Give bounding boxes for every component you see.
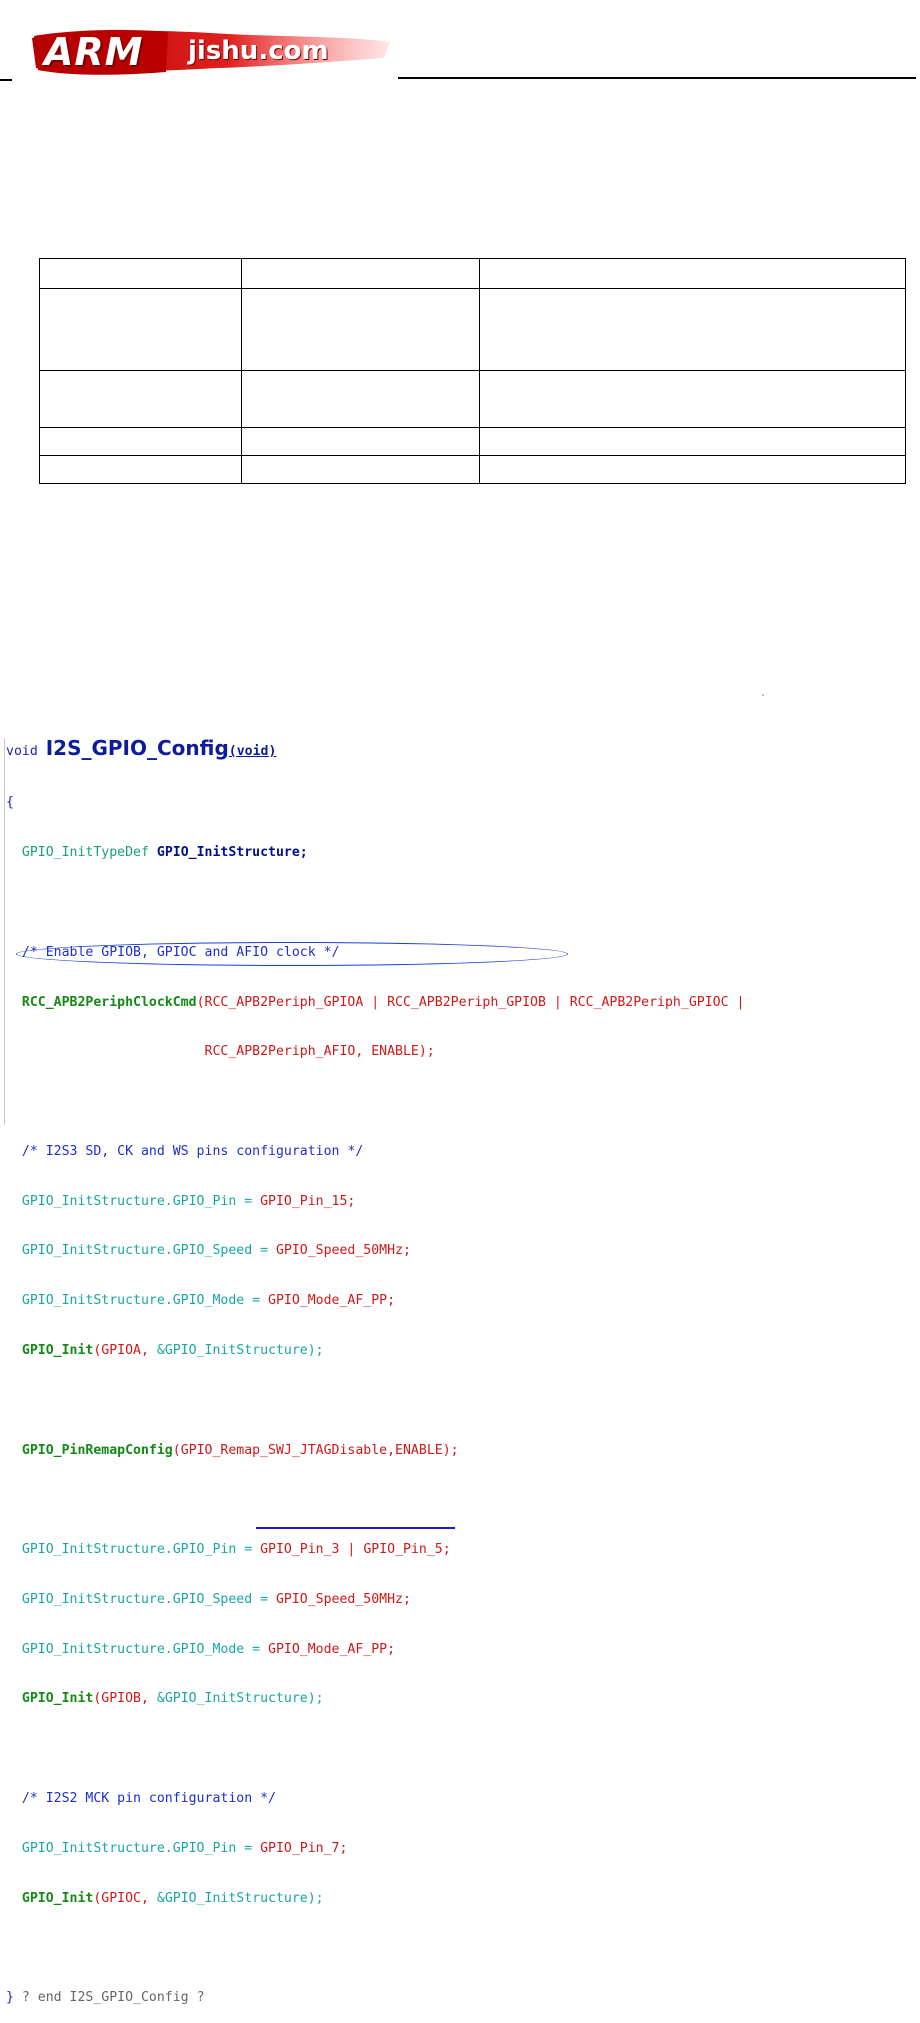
table-row — [40, 259, 906, 289]
code-line — [6, 1592, 906, 1609]
code-rhs: GPIO_Pin_15; — [260, 1193, 356, 1209]
code-line — [6, 736, 906, 762]
code-line — [6, 895, 906, 912]
table-cell — [40, 259, 242, 289]
table-row — [40, 428, 906, 456]
table-cell — [241, 371, 480, 428]
code-keyword: void — [6, 744, 38, 760]
code-args: RCC_APB2Periph_AFIO, ENABLE); — [204, 1044, 435, 1060]
arm-jishu-logo[interactable] — [28, 22, 390, 84]
code-args: (GPIO_Remap_SWJ_JTAGDisable,ENABLE); — [172, 1442, 459, 1458]
code-line — [6, 1891, 906, 1908]
code-line — [6, 1492, 906, 1509]
table-cell — [480, 428, 906, 456]
code-rhs: GPIO_Speed_50MHz; — [275, 1243, 411, 1259]
code-line — [6, 1243, 906, 1260]
code-line — [6, 1144, 906, 1161]
logo-site: jishu.com — [188, 36, 329, 66]
code-args: (GPIOB, — [93, 1691, 157, 1707]
code-lhs: GPIO_InitStructure.GPIO_Speed = — [21, 1243, 276, 1259]
footer-link-underline[interactable] — [256, 1527, 455, 1529]
code-comment: /* I2S3 SD, CK and WS pins configuration */ — [21, 1143, 364, 1159]
code-rhs: GPIO_Pin_5; — [363, 1542, 451, 1558]
table-cell — [40, 428, 242, 456]
function-name: I2S_GPIO_Config — [45, 736, 229, 761]
code-op: | — [339, 1542, 364, 1558]
table-row — [40, 289, 906, 371]
code-line — [6, 1293, 906, 1310]
code-type: GPIO_InitTypeDef — [21, 845, 149, 861]
code-line — [6, 945, 906, 962]
code-line — [6, 1044, 906, 1061]
code-end-comment: ? end I2S_GPIO_Config ? — [13, 1990, 205, 2006]
code-line — [6, 845, 906, 862]
code-line — [6, 1990, 906, 2007]
code-line — [6, 1542, 906, 1559]
code-args: (RCC_APB2Periph_GPIOA | RCC_APB2Periph_GPIOB | RCC_APB2Periph_GPIOC | — [196, 994, 745, 1010]
code-brace: } — [6, 1990, 14, 2006]
code-comment: /* I2S2 MCK pin configuration */ — [21, 1791, 276, 1806]
table-cell — [241, 259, 480, 289]
code-rhs: GPIO_Speed_50MHz; — [275, 1591, 411, 1607]
table-cell — [40, 456, 242, 484]
code-gutter — [4, 738, 5, 1125]
code-rhs: GPIO_Pin_7; — [260, 1840, 348, 1856]
table-row — [40, 371, 906, 428]
code-line — [6, 1741, 906, 1758]
code-lhs: GPIO_InitStructure.GPIO_Mode = — [21, 1641, 269, 1657]
code-lhs: GPIO_InitStructure.GPIO_Pin = — [21, 1840, 261, 1856]
table-cell — [480, 456, 906, 484]
code-line — [6, 1393, 906, 1410]
code-line — [6, 795, 906, 812]
code-line — [6, 1194, 906, 1211]
code-lhs: GPIO_InitStructure.GPIO_Mode = — [21, 1293, 269, 1309]
logo-word: ARM — [44, 30, 144, 74]
code-line — [6, 1443, 906, 1460]
code-block — [6, 707, 906, 2023]
tick-mark: ´ — [760, 694, 765, 705]
code-rhs: GPIO_Pin_3 — [260, 1542, 340, 1558]
code-function: GPIO_PinRemapConfig — [21, 1442, 173, 1458]
code-function: GPIO_Init — [21, 1890, 94, 1906]
code-line — [6, 1691, 906, 1708]
header-rule-left — [0, 79, 12, 81]
table-cell — [480, 289, 906, 371]
table-cell — [40, 289, 242, 371]
code-args: &GPIO_InitStructure); — [156, 1890, 324, 1906]
code-ident: GPIO_InitStructure; — [156, 845, 308, 861]
code-args: (GPIOA, — [93, 1342, 157, 1358]
code-args: (GPIOC, — [93, 1890, 157, 1906]
code-args: &GPIO_InitStructure); — [156, 1691, 324, 1707]
code-line — [6, 1343, 906, 1360]
code-line — [6, 1642, 906, 1659]
code-comment: /* Enable GPIOB, GPIOC and AFIO clock */ — [21, 944, 340, 960]
code-function: GPIO_Init — [21, 1342, 94, 1358]
code-rhs: GPIO_Mode_AF_PP; — [268, 1293, 396, 1309]
function-args: (void) — [228, 744, 277, 760]
code-lhs: GPIO_InitStructure.GPIO_Pin = — [21, 1193, 261, 1209]
code-lhs: GPIO_InitStructure.GPIO_Pin = — [21, 1542, 261, 1558]
code-rhs: GPIO_Mode_AF_PP; — [268, 1641, 396, 1657]
code-lhs: GPIO_InitStructure.GPIO_Speed = — [21, 1591, 276, 1607]
empty-table — [39, 258, 906, 484]
table-cell — [241, 289, 480, 371]
code-line — [6, 995, 906, 1012]
table-cell — [480, 371, 906, 428]
code-line — [6, 1094, 906, 1111]
code-function: GPIO_Init — [21, 1691, 94, 1707]
table-cell — [40, 371, 242, 428]
header-rule-right — [398, 77, 916, 79]
table-cell — [480, 259, 906, 289]
code-function: RCC_APB2PeriphClockCmd — [21, 994, 197, 1010]
table-cell — [241, 428, 480, 456]
code-brace: { — [6, 795, 14, 811]
code-line — [6, 1940, 906, 1957]
code-line — [6, 1841, 906, 1858]
code-line — [6, 1791, 906, 1808]
table-cell — [241, 456, 480, 484]
table-row — [40, 456, 906, 484]
code-args: &GPIO_InitStructure); — [156, 1342, 324, 1358]
